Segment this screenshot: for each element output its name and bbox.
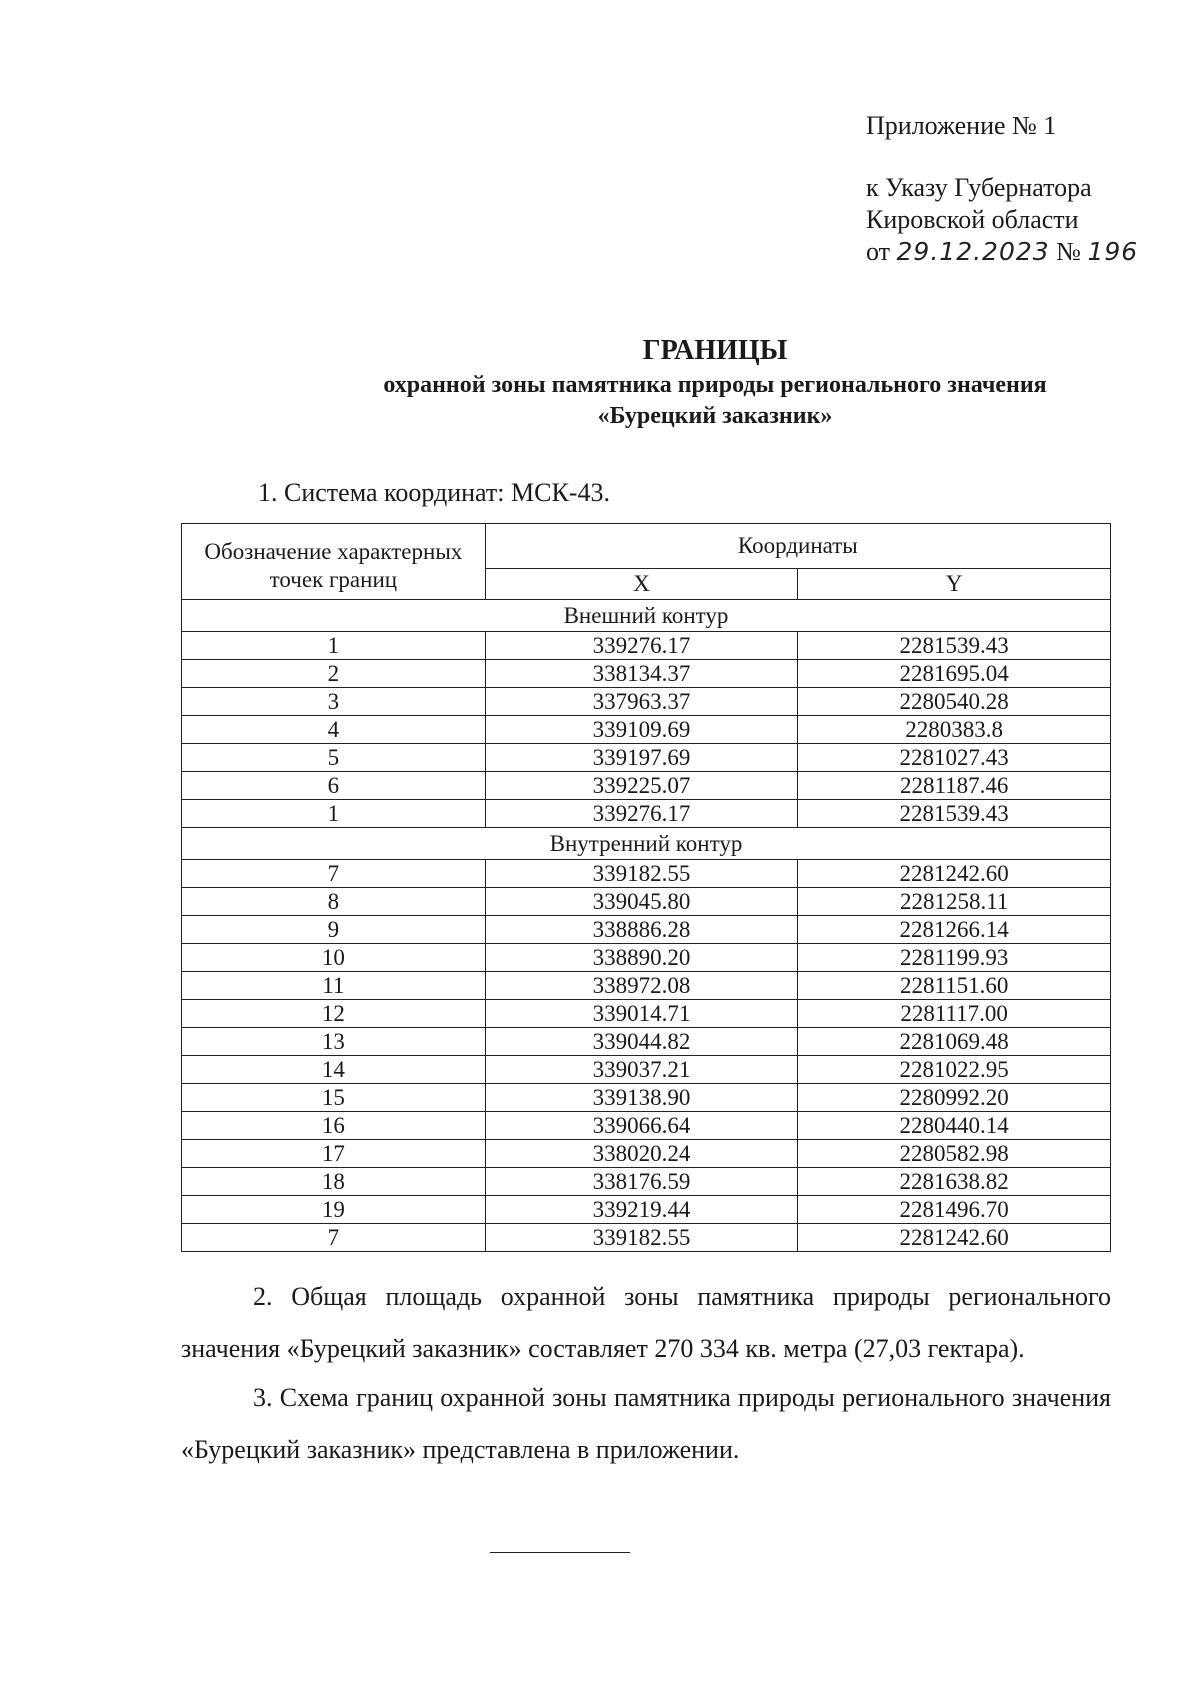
appendix-title: Приложение № 1 xyxy=(866,111,1057,140)
y-cell: 2280383.8 xyxy=(798,716,1111,744)
points-column-header: Обозначение характерных точек границ xyxy=(182,524,486,600)
scheme-paragraph xyxy=(181,1372,1111,1476)
table-row xyxy=(182,1056,1111,1084)
table-row xyxy=(182,1084,1111,1112)
x-cell: 338176.59 xyxy=(485,1168,798,1196)
decree-reference: к Указу Губернатора xyxy=(866,173,1092,202)
table-row xyxy=(182,944,1111,972)
table-row xyxy=(182,1000,1111,1028)
y-cell: 2281242.60 xyxy=(798,860,1111,888)
x-cell: 339044.82 xyxy=(485,1028,798,1056)
decree-date-line xyxy=(866,236,1138,268)
table-row xyxy=(182,860,1111,888)
y-cell: 2281638.82 xyxy=(798,1168,1111,1196)
x-cell: 338890.20 xyxy=(485,944,798,972)
section-title: Внешний контур xyxy=(182,600,1111,632)
table-section-row xyxy=(182,600,1111,632)
x-cell: 338020.24 xyxy=(485,1140,798,1168)
coordinate-system-label: 1. Система координат: МСК-43. xyxy=(258,478,610,507)
x-cell: 339066.64 xyxy=(485,1112,798,1140)
point-cell: 10 xyxy=(182,944,486,972)
x-cell: 338134.37 xyxy=(485,660,798,688)
table-row xyxy=(182,772,1111,800)
region-name: Кировской области xyxy=(866,205,1079,234)
number-prefix: № xyxy=(1056,237,1081,266)
table-row xyxy=(182,888,1111,916)
point-cell: 7 xyxy=(182,860,486,888)
table-row xyxy=(182,744,1111,772)
x-cell: 339014.71 xyxy=(485,1000,798,1028)
point-cell: 14 xyxy=(182,1056,486,1084)
point-cell: 6 xyxy=(182,772,486,800)
date-prefix: от xyxy=(866,237,891,266)
x-cell: 339182.55 xyxy=(485,860,798,888)
point-cell: 19 xyxy=(182,1196,486,1224)
point-cell: 18 xyxy=(182,1168,486,1196)
x-cell: 339197.69 xyxy=(485,744,798,772)
point-cell: 1 xyxy=(182,800,486,828)
x-cell: 339109.69 xyxy=(485,716,798,744)
point-cell: 9 xyxy=(182,916,486,944)
y-cell: 2281242.60 xyxy=(798,1224,1111,1252)
area-text: 2. Общая площадь охранной зоны памятника природы регионального значения «Бурецкий заказник» составляет 270 334 кв. метра (27,03 гектара). xyxy=(181,1282,1111,1363)
table-row xyxy=(182,688,1111,716)
coordinates-table-body xyxy=(182,600,1111,1252)
y-cell: 2280440.14 xyxy=(798,1112,1111,1140)
y-cell: 2281539.43 xyxy=(798,632,1111,660)
y-cell: 2281199.93 xyxy=(798,944,1111,972)
x-cell: 339182.55 xyxy=(485,1224,798,1252)
point-cell: 15 xyxy=(182,1084,486,1112)
table-row xyxy=(182,916,1111,944)
document-subtitle-name: «Бурецкий заказник» xyxy=(597,403,833,429)
table-row xyxy=(182,972,1111,1000)
y-cell: 2281496.70 xyxy=(798,1196,1111,1224)
coordinates-header: Координаты xyxy=(485,524,1110,569)
point-cell: 2 xyxy=(182,660,486,688)
y-cell: 2280540.28 xyxy=(798,688,1111,716)
point-cell: 13 xyxy=(182,1028,486,1056)
y-cell: 2281695.04 xyxy=(798,660,1111,688)
coordinates-table xyxy=(181,523,1111,1252)
y-cell: 2281027.43 xyxy=(798,744,1111,772)
x-cell: 337963.37 xyxy=(485,688,798,716)
closing-rule xyxy=(490,1552,630,1553)
table-row xyxy=(182,1028,1111,1056)
y-cell: 2281022.95 xyxy=(798,1056,1111,1084)
appendix-header xyxy=(866,110,1138,268)
x-cell: 338972.08 xyxy=(485,972,798,1000)
x-cell: 338886.28 xyxy=(485,916,798,944)
point-cell: 17 xyxy=(182,1140,486,1168)
y-cell: 2281069.48 xyxy=(798,1028,1111,1056)
table-row xyxy=(182,632,1111,660)
y-cell: 2280582.98 xyxy=(798,1140,1111,1168)
point-cell: 16 xyxy=(182,1112,486,1140)
x-column-header: X xyxy=(485,569,798,600)
y-column-header: Y xyxy=(798,569,1111,600)
y-cell: 2281266.14 xyxy=(798,916,1111,944)
table-row xyxy=(182,1140,1111,1168)
y-cell: 2281539.43 xyxy=(798,800,1111,828)
table-row xyxy=(182,1224,1111,1252)
x-cell: 339045.80 xyxy=(485,888,798,916)
table-row xyxy=(182,1168,1111,1196)
document-subtitle: охранной зоны памятника природы регионального значения xyxy=(383,372,1047,398)
x-cell: 339138.90 xyxy=(485,1084,798,1112)
table-row xyxy=(182,660,1111,688)
table-row xyxy=(182,800,1111,828)
point-cell: 3 xyxy=(182,688,486,716)
table-section-row xyxy=(182,828,1111,860)
document-title: ГРАНИЦЫ xyxy=(642,335,788,366)
point-cell: 7 xyxy=(182,1224,486,1252)
x-cell: 339225.07 xyxy=(485,772,798,800)
y-cell: 2281258.11 xyxy=(798,888,1111,916)
scheme-text: 3. Схема границ охранной зоны памятника природы регионального значения «Бурецкий заказник» представлена в приложении. xyxy=(181,1383,1111,1464)
y-cell: 2280992.20 xyxy=(798,1084,1111,1112)
y-cell: 2281187.46 xyxy=(798,772,1111,800)
x-cell: 339219.44 xyxy=(485,1196,798,1224)
area-paragraph xyxy=(181,1271,1111,1375)
y-cell: 2281151.60 xyxy=(798,972,1111,1000)
x-cell: 339276.17 xyxy=(485,632,798,660)
x-cell: 339276.17 xyxy=(485,800,798,828)
table-row xyxy=(182,1112,1111,1140)
x-cell: 339037.21 xyxy=(485,1056,798,1084)
handwritten-number: 196 xyxy=(1087,237,1139,266)
point-cell: 5 xyxy=(182,744,486,772)
section-title: Внутренний контур xyxy=(182,828,1111,860)
y-cell: 2281117.00 xyxy=(798,1000,1111,1028)
point-cell: 8 xyxy=(182,888,486,916)
table-row xyxy=(182,1196,1111,1224)
point-cell: 11 xyxy=(182,972,486,1000)
table-row xyxy=(182,716,1111,744)
handwritten-date: 29.12.2023 xyxy=(896,237,1050,266)
point-cell: 1 xyxy=(182,632,486,660)
point-cell: 12 xyxy=(182,1000,486,1028)
point-cell: 4 xyxy=(182,716,486,744)
